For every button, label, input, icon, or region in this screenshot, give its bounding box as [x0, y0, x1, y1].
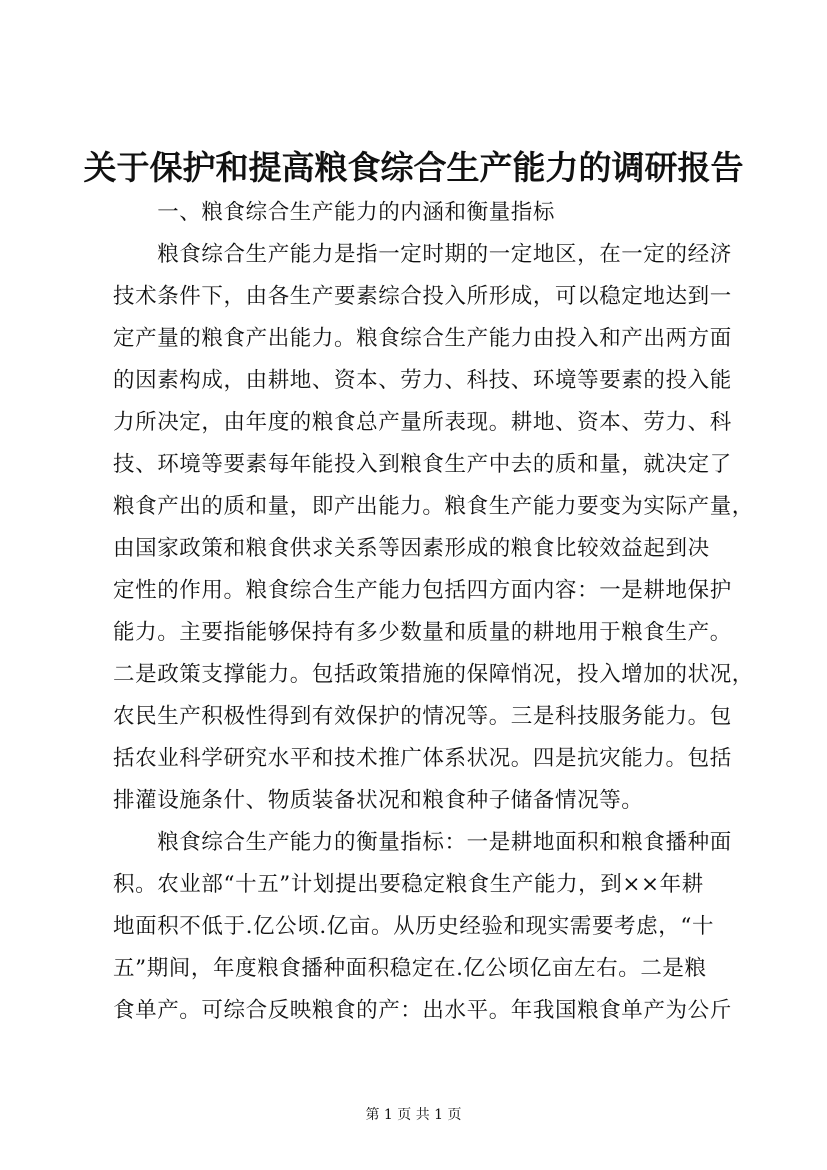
text-line: 五”期间，年度粮食播种面积稳定在.亿公顷亿亩左右。二是粮 — [113, 956, 707, 981]
text-line: 粮食综合生产能力是指一定时期的一定地区，在一定的经济 — [113, 242, 732, 267]
text-line: 食单产。可综合反映粮食的产：出水平。年我国粮食单产为公斤 — [113, 998, 732, 1023]
text-line: 技术条件下，由各生产要素综合投入所形成，可以稳定地达到一 — [113, 284, 732, 309]
text-line: 粮食产出的质和量，即产出能力。粮食生产能力要变为实际产量， — [113, 494, 754, 519]
text-line: 技、环境等要素每年能投入到粮食生产中去的质和量，就决定了 — [113, 452, 732, 477]
text-line: 地面积不低于.亿公顷.亿亩。从历史经验和现实需要考虑，“十 — [113, 914, 715, 939]
text-line: 定产量的粮食产出能力。粮食综合生产能力由投入和产出两方面 — [113, 326, 732, 351]
text-line: 一、粮食综合生产能力的内涵和衡量指标 — [113, 200, 556, 225]
document-title: 关于保护和提高粮食综合生产能力的调研报告 — [83, 148, 744, 187]
text-line: 二是政策支撑能力。包括政策措施的保障悄况，投入增加的状况， — [113, 662, 754, 687]
text-line: 能力。主要指能够保持有多少数量和质量的耕地用于粮食生产。 — [113, 620, 732, 645]
text-line: 农民生产积极性得到有效保护的情况等。三是科技服务能力。包 — [113, 704, 732, 729]
text-line: 积。农业部“十五”计划提出要稳定粮食生产能力，到××年耕 — [113, 872, 704, 897]
text-line: 定性的作用。粮食综合生产能力包括四方面内容：一是耕地保护 — [113, 578, 732, 603]
text-line: 力所决定，由年度的粮食总产量所表现。耕地、资本、劳力、科 — [113, 410, 732, 435]
text-line: 粮食综合生产能力的衡量指标：一是耕地面积和粮食播种面 — [113, 830, 732, 855]
text-line: 括农业科学研究水平和技术推广体系状况。四是抗灾能力。包括 — [113, 746, 732, 771]
text-line: 由国家政策和粮食供求关系等因素形成的粮食比较效益起到决 — [113, 536, 710, 561]
page-footer: 第 1 页 共 1 页 — [365, 1107, 462, 1123]
text-line: 的因素构成，由耕地、资本、劳力、科技、环境等要素的投入能 — [113, 368, 732, 393]
text-line: 排灌设施条什、物质装备状况和粮食种子储备情况等。 — [113, 788, 644, 813]
